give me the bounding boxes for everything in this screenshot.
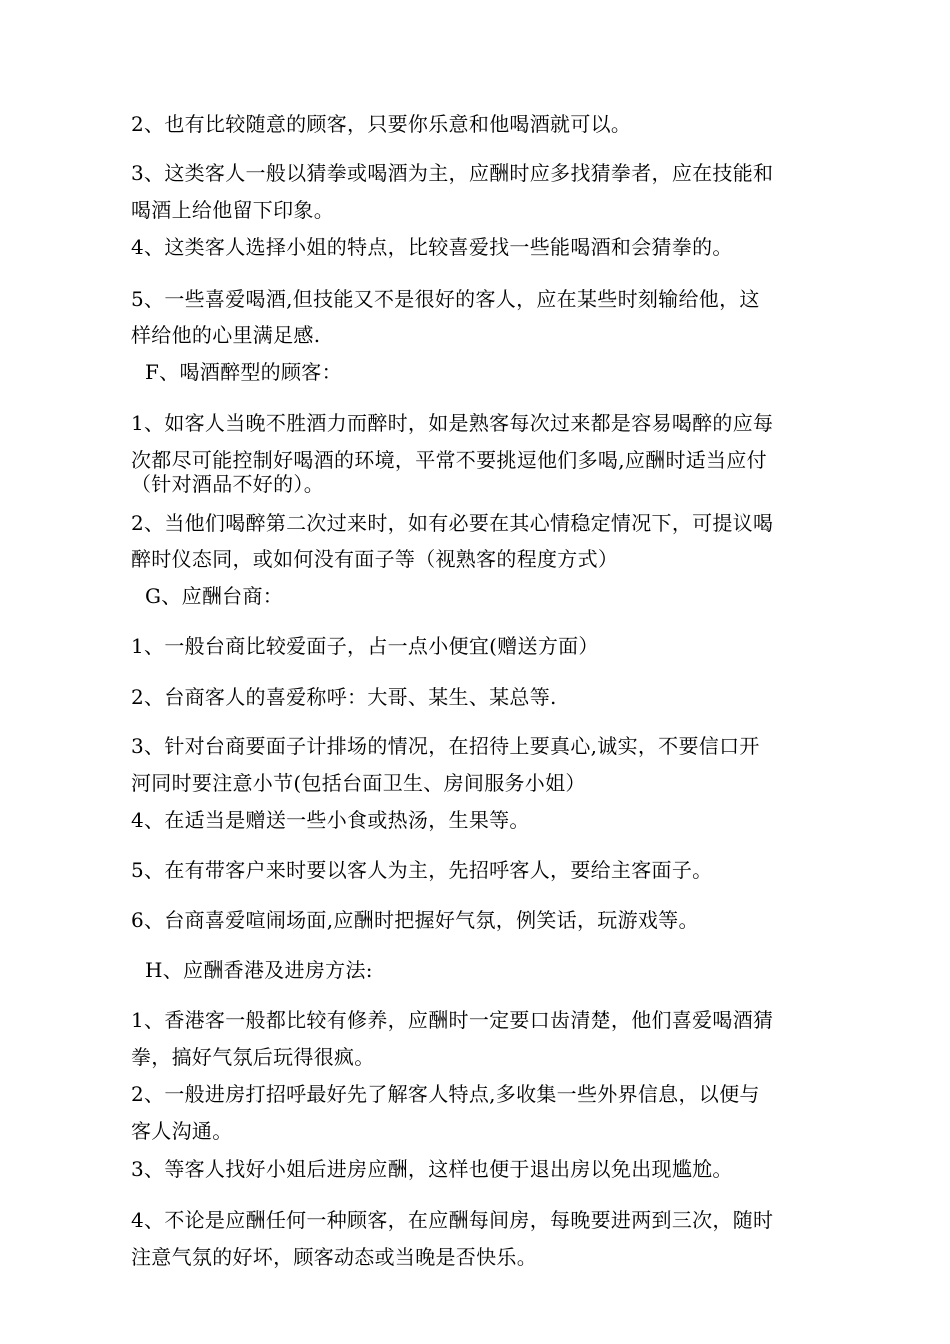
paragraph-line: 2、也有比较随意的顾客，只要你乐意和他喝酒就可以。: [131, 112, 632, 136]
paragraph-line: 客人沟通。: [131, 1119, 233, 1143]
paragraph-line: 样给他的心里满足感.: [131, 323, 321, 347]
section-heading-h: H、应酬香港及进房方法:: [145, 958, 373, 982]
paragraph-line: 2、台商客人的喜爱称呼：大哥、某生、某总等.: [131, 685, 557, 709]
paragraph-line: （针对酒品不好的）。: [131, 472, 324, 496]
paragraph-line: 喝酒上给他留下印象。: [131, 198, 334, 222]
paragraph-line: 注意气氛的好坏，顾客动态或当晚是否快乐。: [131, 1245, 537, 1269]
paragraph-line: 2、当他们喝醉第二次过来时，如有必要在其心情稳定情况下，可提议喝: [131, 511, 774, 535]
section-heading-g: G、应酬台商：: [145, 584, 284, 608]
paragraph-line: 5、一些喜爱喝酒,但技能又不是很好的客人，应在某些时刻输给他，这: [131, 287, 760, 311]
section-heading-f: F、喝酒醉型的顾客：: [145, 360, 342, 384]
paragraph-line: 3、等客人找好小姐后进房应酬，这样也便于退出房以免出现尴尬。: [131, 1157, 733, 1181]
paragraph-line: 1、一般台商比较爱面子，占一点小便宜(赠送方面）: [131, 634, 599, 658]
paragraph-line: 4、在适当是赠送一些小食或热汤，生果等。: [131, 808, 530, 832]
paragraph-line: 4、这类客人选择小姐的特点，比较喜爱找一些能喝酒和会猜拳的。: [131, 235, 733, 259]
paragraph-line: 拳，搞好气氛后玩得很疯。: [131, 1045, 375, 1069]
paragraph-line: 3、针对台商要面子计排场的情况，在招待上要真心,诚实，不要信口开: [131, 734, 760, 758]
paragraph-line: 2、一般进房打招呼最好先了解客人特点,多收集一些外界信息，以便与: [131, 1082, 760, 1106]
paragraph-line: 6、台商喜爱喧闹场面,应酬时把握好气氛，例笑话，玩游戏等。: [131, 908, 699, 932]
paragraph-line: 4、不论是应酬任何一种顾客，在应酬每间房，每晚要进两到三次，随时: [131, 1208, 774, 1232]
paragraph-line: 1、如客人当晚不胜酒力而醉时，如是熟客每次过来都是容易喝醉的应每: [131, 411, 774, 435]
paragraph-line: 次都尽可能控制好喝酒的环境，平常不要挑逗他们多喝,应酬时适当应付: [131, 448, 767, 472]
paragraph-line: 3、这类客人一般以猜拳或喝酒为主，应酬时应多找猜拳者，应在技能和: [131, 161, 774, 185]
paragraph-line: 1、香港客一般都比较有修养，应酬时一定要口齿清楚，他们喜爱喝酒猜: [131, 1008, 774, 1032]
paragraph-line: 河同时要注意小节(包括台面卫生、房间服务小姐）: [131, 771, 586, 795]
paragraph-line: 醉时仪态同，或如何没有面子等（视熟客的程度方式）: [131, 547, 619, 571]
paragraph-line: 5、在有带客户来时要以客人为主，先招呼客人，要给主客面子。: [131, 858, 713, 882]
